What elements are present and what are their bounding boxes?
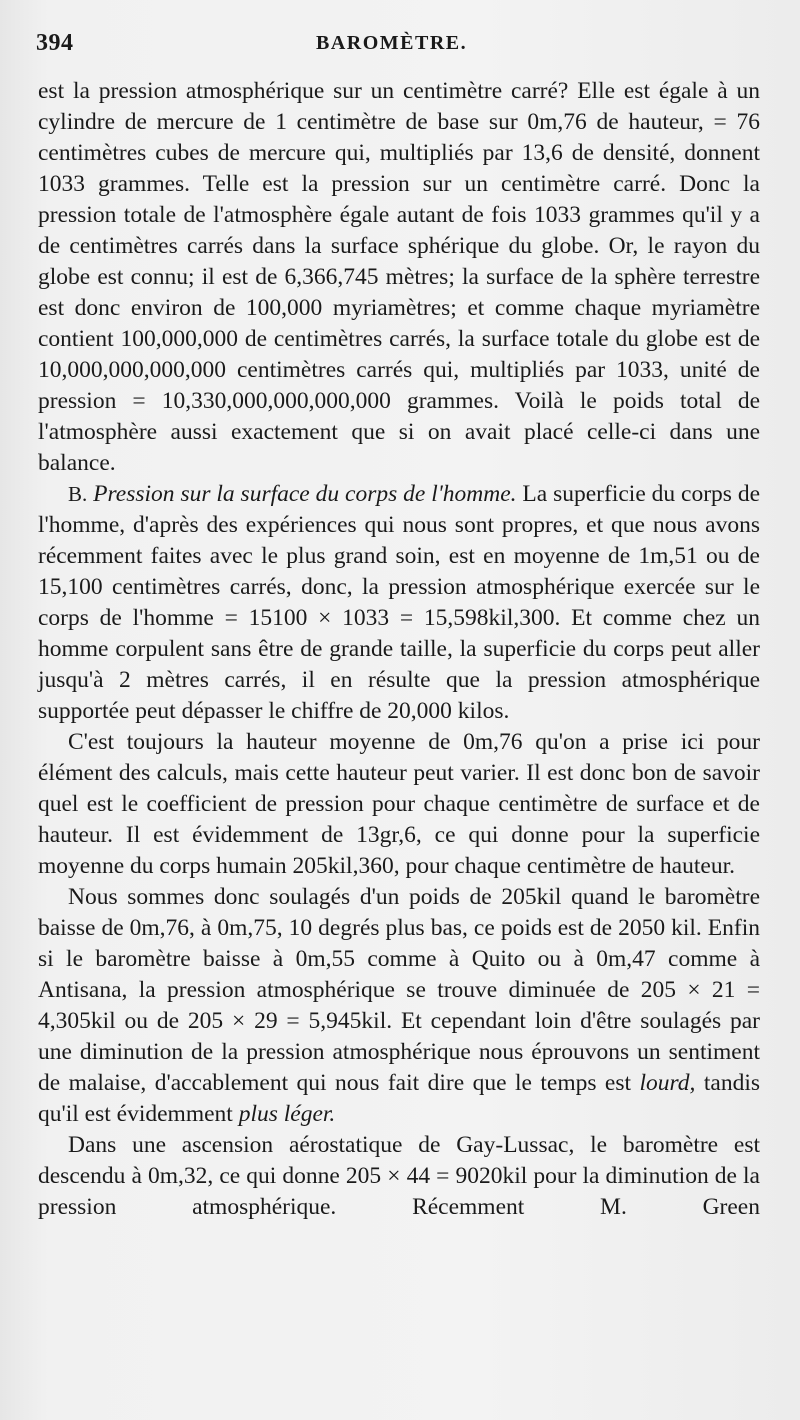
paragraph-5: Dans une ascension aérostatique de Gay-Lussac, le baromètre est descendu à 0m,32, ce qui donne 205 × 44 = 9020kil pour la diminution de la pression atmosphérique. Récemment M. Green <box>38 1132 760 1220</box>
paragraph-2 <box>38 479 760 727</box>
paragraph-3: C'est toujours la hauteur moyenne de 0m,76 qu'on a prise ici pour élément des calculs, mais cette hauteur peut varier. Il est donc bon de savoir quel est le coefficient de pression pour chaque centimètre de surface et de hauteur. Il est évidemment de 13gr,6, ce qui donne pour la superficie moyenne du corps humain 205kil,360, pour chaque centimètre de hauteur. <box>38 729 760 879</box>
paragraph-4-text-a: Nous sommes donc soulagés d'un poids de 205kil quand le baromètre baisse de 0m,76, à 0m,75, 10 degrés plus bas, ce poids est de 2050 kil. Enfin si le baromètre baisse à 0m,55 comme à Quito ou à 0m,47 comme à Antisana, la pression atmosphérique se trouve diminuée de 205 × 21 = 4,305kil ou de 205 × 29 = 5,945kil. Et cependant loin d'être soulagés par une diminution de la pression atmosphérique nous éprouvons un sentiment de malaise, d'accablement qui nous fait dire que le temps est <box>38 884 760 1096</box>
page-number: 394 <box>36 30 74 56</box>
paragraph-4 <box>38 882 760 1130</box>
running-head <box>36 30 760 64</box>
paragraph-2-body: La superficie du corps de l'homme, d'après des expériences qui nous sont propres, et que nous avons récemment faites avec le plus grand soin, est en moyenne de 1m,51 ou de 15,100 centimètres carrés, donc, la pression atmosphérique exercée sur le corps de l'homme = 15100 × 1033 = 15,598kil,300. Et comme chez un homme corpulent sans être de grande taille, la superficie du corps peut aller jusqu'à 2 mètres carrés, il en résulte que la pression atmosphérique supportée peut dépasser le chiffre de 20,000 kilos. <box>38 481 761 724</box>
running-title: BAROMÈTRE. <box>316 32 468 54</box>
paragraph-4-italic-a: lourd, <box>639 1070 696 1096</box>
paragraph-4-text-b: tandis qu'il est évidemment <box>38 1070 761 1127</box>
body-text <box>38 76 760 1223</box>
paragraph-1: est la pression atmosphérique sur un centimètre carré? Elle est égale à un cylindre de mercure de 1 centimètre de base sur 0m,76 de hauteur, = 76 centimètres cubes de mercure qui, multipliés par 13,6 de densité, donnent 1033 grammes. Telle est la pression sur un centimètre carré. Donc la pression totale de l'atmosphère égale autant de fois 1033 grammes qu'il y a de centimètres carrés dans la surface sphérique du globe. Or, le rayon du globe est connu; il est de 6,366,745 mètres; la surface de la sphère terrestre est donc environ de 100,000 myriamètres; et comme chaque myriamètre contient 100,000,000 de centimètres carrés, la surface totale du globe est de 10,000,000,000,000 centimètres carrés qui, multipliés par 1033, unité de pression = 10,330,000,000,000,000 grammes. Voilà le poids total de l'atmosphère aussi exactement que si on avait placé celle-ci dans une balance. <box>38 78 760 476</box>
section-label: B. <box>68 482 88 506</box>
paragraph-4-italic-b: plus léger. <box>238 1101 336 1127</box>
section-heading: Pression sur la surface du corps de l'homme. <box>93 481 517 507</box>
